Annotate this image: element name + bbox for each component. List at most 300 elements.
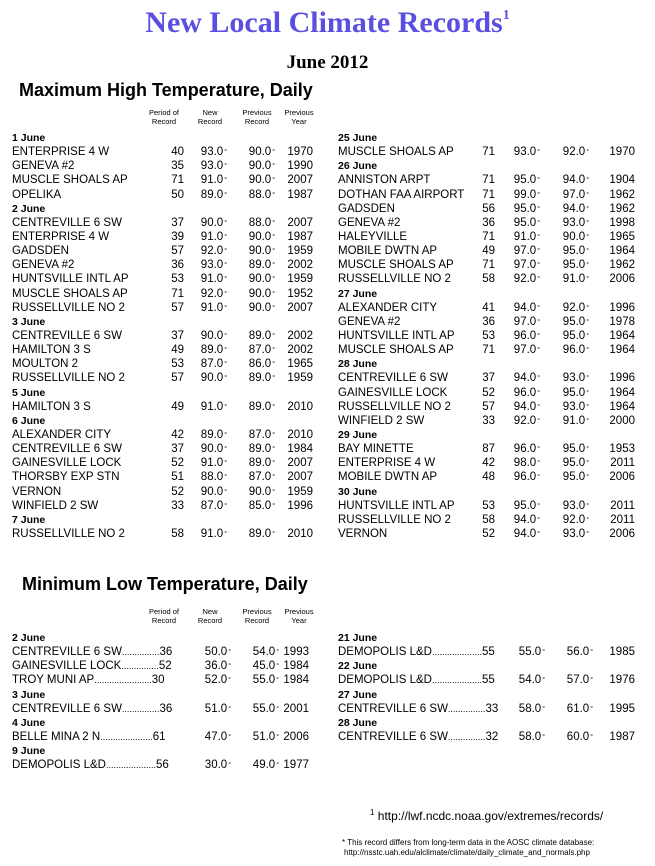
period-of-record — [482, 456, 495, 470]
previous-record — [249, 456, 275, 471]
cell-value: 90.0 — [248, 245, 272, 258]
table-row — [12, 301, 312, 315]
period-of-record — [482, 301, 495, 315]
degree-icon: ° — [272, 290, 275, 298]
cell-value: 49.0 — [252, 759, 276, 772]
degree-icon: ° — [272, 375, 275, 383]
degree-icon: ° — [272, 191, 275, 199]
period-of-record: 52 — [158, 660, 172, 673]
station-name — [338, 645, 495, 659]
column-header — [185, 108, 235, 126]
previous-record — [563, 329, 589, 344]
period-of-record — [171, 499, 184, 513]
leader-dots: ............... — [121, 703, 160, 714]
cell-value: 92.0 — [513, 414, 537, 427]
cell-value: 89.0 — [248, 400, 272, 413]
station-name: THORSBY EXP STN — [12, 471, 120, 484]
station-name: GAINESVILLE LOCK — [12, 457, 122, 470]
previous-year — [287, 272, 313, 286]
cell-value: 2006 — [609, 273, 635, 286]
previous-record — [249, 442, 275, 457]
station-name: HALEYVILLE — [338, 230, 408, 243]
cell-value: 90.0 — [248, 146, 272, 159]
cell-value: 89.0 — [200, 344, 224, 357]
cell-value: 35 — [171, 160, 184, 173]
previous-record — [563, 386, 589, 401]
cell-value: 95.0 — [513, 216, 537, 229]
table-row — [12, 758, 312, 772]
cell-value: 33 — [482, 414, 495, 427]
station-name: WINFIELD 2 SW — [12, 499, 99, 512]
new-record — [514, 329, 540, 344]
new-record — [201, 357, 227, 372]
previous-record — [249, 159, 275, 174]
cell-value: 1990 — [287, 160, 313, 173]
new-record — [514, 301, 540, 316]
date-heading: 26 June — [338, 160, 378, 173]
previous-year — [609, 470, 635, 484]
cell-value: 90.0 — [200, 329, 224, 342]
station-name: RUSSELLVILLE NO 2 — [338, 400, 451, 413]
degree-icon: ° — [224, 375, 227, 383]
date-heading: 29 June — [338, 428, 378, 441]
degree-icon: ° — [276, 663, 279, 671]
new-record — [514, 456, 540, 471]
cell-value: 92.0 — [562, 513, 586, 526]
previous-record — [249, 216, 275, 231]
degree-icon: ° — [542, 649, 545, 657]
period-of-record — [482, 329, 495, 343]
period-of-record — [171, 301, 184, 315]
new-record — [201, 272, 227, 287]
previous-year — [283, 730, 309, 744]
cell-value: 2007 — [287, 301, 313, 314]
station-name — [338, 702, 498, 716]
period-of-record — [482, 513, 495, 527]
cell-value: 1996 — [287, 499, 313, 512]
new-record — [201, 230, 227, 245]
degree-icon: ° — [272, 233, 275, 241]
cell-value: 90.0 — [248, 485, 272, 498]
station-name: CENTREVILLE 6 SW — [12, 329, 122, 342]
leader-dots: .................... — [431, 647, 482, 658]
degree-icon: ° — [590, 677, 593, 685]
degree-icon: ° — [586, 304, 589, 312]
cell-value: 51 — [171, 471, 184, 484]
previous-year — [609, 258, 635, 272]
degree-icon: ° — [537, 233, 540, 241]
new-record — [201, 216, 227, 231]
period-of-record — [171, 442, 184, 456]
station-name: ALEXANDER CITY — [12, 428, 112, 441]
previous-year — [287, 244, 313, 258]
degree-icon: ° — [586, 530, 589, 538]
previous-year — [287, 230, 313, 244]
station-name: GADSDEN — [12, 245, 69, 258]
cell-value: 55.0 — [518, 646, 542, 659]
cell-value: 94.0 — [513, 513, 537, 526]
previous-record — [253, 702, 279, 717]
previous-record — [249, 287, 275, 302]
new-record — [201, 329, 227, 344]
station-name: MOBILE DWTN AP — [338, 471, 438, 484]
station-name — [12, 702, 172, 716]
cell-value: 1964 — [609, 344, 635, 357]
cell-value: 92.0 — [562, 146, 586, 159]
new-record — [514, 202, 540, 217]
column-header-line: Previous — [284, 108, 314, 117]
previous-record — [249, 343, 275, 358]
table-row — [338, 513, 638, 527]
previous-year — [287, 485, 313, 499]
degree-icon: ° — [586, 375, 589, 383]
cell-value: 1984 — [287, 443, 313, 456]
cell-value: 48 — [482, 471, 495, 484]
cell-value: 71 — [482, 344, 495, 357]
table-row — [12, 730, 312, 744]
table-row — [12, 230, 312, 244]
degree-icon: ° — [586, 403, 589, 411]
previous-record — [249, 357, 275, 372]
station-label: GAINESVILLE LOCK — [12, 660, 122, 673]
column-header — [274, 108, 324, 126]
cell-value: 52 — [171, 485, 184, 498]
degree-icon: ° — [224, 191, 227, 199]
cell-value: 97.0 — [562, 188, 586, 201]
cell-value: 36 — [482, 315, 495, 328]
previous-year — [283, 659, 309, 673]
previous-year — [609, 301, 635, 315]
cell-value: 45.0 — [252, 660, 276, 673]
cell-value: 1977 — [283, 759, 309, 772]
new-record — [201, 527, 227, 542]
cell-value: 58 — [171, 527, 184, 540]
degree-icon: ° — [586, 149, 589, 157]
previous-year — [283, 673, 309, 687]
cell-value: 87.0 — [248, 344, 272, 357]
cell-value: 71 — [482, 174, 495, 187]
previous-record — [563, 470, 589, 485]
degree-icon: ° — [272, 530, 275, 538]
cell-value: 87 — [482, 443, 495, 456]
cell-value: 1995 — [609, 702, 635, 715]
cell-value: 95.0 — [562, 386, 586, 399]
table-row — [338, 456, 638, 470]
period-of-record — [171, 159, 184, 173]
cell-value: 95.0 — [562, 259, 586, 272]
cell-value: 71 — [482, 259, 495, 272]
cell-value: 89.0 — [248, 443, 272, 456]
previous-year — [287, 371, 313, 385]
period-of-record — [171, 428, 184, 442]
cell-value: 52.0 — [204, 674, 228, 687]
previous-record — [249, 329, 275, 344]
new-record — [514, 230, 540, 245]
table-row — [338, 145, 638, 159]
previous-year — [287, 357, 313, 371]
degree-icon: ° — [537, 530, 540, 538]
period-of-record — [482, 145, 495, 159]
degree-icon: ° — [228, 762, 231, 770]
previous-record — [563, 202, 589, 217]
previous-year — [287, 527, 313, 541]
previous-year — [287, 343, 313, 357]
degree-icon: ° — [224, 431, 227, 439]
cell-value: 90.0 — [248, 287, 272, 300]
cell-value: 54.0 — [252, 646, 276, 659]
cell-value: 2001 — [283, 702, 309, 715]
cell-value: 99.0 — [513, 188, 537, 201]
cell-value: 90.0 — [248, 301, 272, 314]
degree-icon: ° — [586, 446, 589, 454]
previous-year — [609, 343, 635, 357]
table-row — [12, 287, 312, 301]
station-name: GENEVA #2 — [12, 160, 75, 173]
degree-icon: ° — [224, 530, 227, 538]
footnote-url: http://lwf.ncdc.noaa.gov/extremes/records/ — [377, 809, 604, 823]
previous-year — [287, 287, 313, 301]
new-record — [514, 343, 540, 358]
degree-icon: ° — [224, 488, 227, 496]
table-row — [12, 659, 312, 673]
period-of-record — [171, 173, 184, 187]
cell-value: 1959 — [287, 245, 313, 258]
cell-value: 94.0 — [513, 527, 537, 540]
new-record — [514, 173, 540, 188]
period-of-record: 55 — [481, 646, 495, 659]
previous-year — [287, 258, 313, 272]
new-record — [201, 499, 227, 514]
station-name: ANNISTON ARPT — [338, 174, 431, 187]
cell-value: 2007 — [287, 216, 313, 229]
cell-value: 1964 — [609, 245, 635, 258]
degree-icon: ° — [272, 502, 275, 510]
table-row — [338, 371, 638, 385]
table-row — [338, 730, 638, 744]
station-name: VERNON — [12, 485, 62, 498]
previous-year — [283, 645, 309, 659]
station-label: BELLE MINA 2 N — [12, 730, 101, 743]
cell-value: 96.0 — [513, 471, 537, 484]
period-of-record: 32 — [485, 730, 499, 743]
cell-value: 93.0 — [513, 146, 537, 159]
previous-record — [249, 145, 275, 160]
max-left-table — [12, 131, 312, 541]
cell-value: 93.0 — [562, 527, 586, 540]
cell-value: 57 — [171, 372, 184, 385]
table-row — [12, 357, 312, 371]
new-record — [201, 485, 227, 500]
degree-icon: ° — [537, 332, 540, 340]
cell-value: 95.0 — [513, 174, 537, 187]
cell-value: 91.0 — [200, 301, 224, 314]
degree-icon: ° — [224, 361, 227, 369]
cell-value: 95.0 — [562, 315, 586, 328]
page-subtitle: June 2012 — [286, 52, 369, 73]
degree-icon: ° — [224, 304, 227, 312]
period-of-record — [171, 527, 184, 541]
station-label: CENTREVILLE 6 SW — [338, 730, 448, 743]
previous-record — [563, 371, 589, 386]
previous-record — [249, 470, 275, 485]
station-name — [12, 758, 169, 772]
new-record — [514, 513, 540, 528]
cell-value: 94.0 — [513, 301, 537, 314]
previous-record — [563, 173, 589, 188]
new-record — [205, 758, 231, 773]
cell-value: 1987 — [287, 230, 313, 243]
cell-value: 2006 — [609, 527, 635, 540]
table-row — [338, 173, 638, 187]
cell-value: 95.0 — [562, 471, 586, 484]
new-record — [514, 145, 540, 160]
cell-value: 90.0 — [200, 216, 224, 229]
previous-year — [609, 145, 635, 159]
column-header — [139, 607, 189, 625]
new-record — [201, 159, 227, 174]
degree-icon: ° — [537, 460, 540, 468]
previous-year — [609, 371, 635, 385]
new-record — [514, 414, 540, 429]
cell-value: 89.0 — [248, 259, 272, 272]
degree-icon: ° — [537, 389, 540, 397]
degree-icon: ° — [537, 516, 540, 524]
cell-value: 1964 — [609, 329, 635, 342]
station-name — [338, 673, 495, 687]
table-row — [338, 244, 638, 258]
degree-icon: ° — [272, 488, 275, 496]
degree-icon: ° — [586, 417, 589, 425]
column-header — [274, 607, 324, 625]
previous-year — [283, 702, 309, 716]
column-header-line: Previous — [284, 607, 314, 616]
period-of-record — [482, 315, 495, 329]
date-heading: 28 June — [338, 716, 378, 729]
cell-value: 2002 — [287, 329, 313, 342]
cell-value: 93.0 — [200, 259, 224, 272]
previous-year — [610, 513, 635, 527]
cell-value: 90.0 — [248, 230, 272, 243]
cell-value: 2011 — [610, 499, 635, 512]
station-name: ENTERPRISE 4 W — [12, 146, 110, 159]
new-record — [514, 527, 540, 542]
new-record — [201, 456, 227, 471]
new-record — [514, 315, 540, 330]
previous-year — [609, 702, 635, 716]
period-of-record: 61 — [152, 730, 166, 743]
station-name: RUSSELLVILLE NO 2 — [12, 301, 125, 314]
cell-value: 54.0 — [518, 674, 542, 687]
date-heading: 3 June — [12, 688, 46, 701]
cell-value: 97.0 — [513, 259, 537, 272]
degree-icon: ° — [272, 403, 275, 411]
cell-value: 37 — [171, 329, 184, 342]
previous-record — [249, 272, 275, 287]
station-name: MUSCLE SHOALS AP — [338, 146, 454, 159]
cell-value: 93.0 — [562, 400, 586, 413]
cell-value: 2006 — [283, 730, 309, 743]
station-name: OPELIKA — [12, 188, 62, 201]
cell-value: 88.0 — [200, 471, 224, 484]
table-row — [12, 485, 312, 499]
period-of-record — [482, 442, 495, 456]
cell-value: 97.0 — [513, 315, 537, 328]
station-name: RUSSELLVILLE NO 2 — [12, 527, 125, 540]
cell-value: 93.0 — [562, 216, 586, 229]
new-record — [201, 470, 227, 485]
previous-record — [563, 527, 589, 542]
degree-icon: ° — [224, 446, 227, 454]
period-of-record — [171, 287, 184, 301]
cell-value: 2007 — [287, 174, 313, 187]
table-row — [12, 442, 312, 456]
station-name: MUSCLE SHOALS AP — [338, 344, 454, 357]
cell-value: 57 — [171, 245, 184, 258]
cell-value: 91.0 — [200, 273, 224, 286]
cell-value: 92.0 — [513, 273, 537, 286]
previous-record — [249, 527, 275, 542]
previous-year — [609, 202, 635, 216]
station-name — [12, 673, 165, 687]
degree-icon: ° — [228, 733, 231, 741]
period-of-record — [171, 371, 184, 385]
cell-value: 1953 — [609, 443, 635, 456]
table-row — [12, 456, 312, 470]
previous-record — [249, 485, 275, 500]
station-name: GADSDEN — [338, 202, 395, 215]
leader-dots: ............... — [121, 661, 159, 672]
degree-icon: ° — [224, 248, 227, 256]
cell-value: 1978 — [609, 315, 635, 328]
period-of-record — [482, 173, 495, 187]
cell-value: 91.0 — [562, 414, 586, 427]
station-name: HUNTSVILLE INTL AP — [338, 499, 455, 512]
date-heading: 6 June — [12, 414, 46, 427]
new-record — [205, 659, 231, 674]
cell-value: 1962 — [609, 188, 635, 201]
date-heading: 2 June — [12, 632, 46, 644]
table-row — [338, 499, 638, 513]
previous-record — [563, 188, 589, 203]
table-row — [12, 188, 312, 202]
table-row — [338, 202, 638, 216]
station-name: MUSCLE SHOALS AP — [12, 174, 128, 187]
date-heading: 27 June — [338, 287, 378, 300]
new-record — [201, 442, 227, 457]
column-header-line: New — [202, 607, 218, 616]
previous-year — [609, 230, 635, 244]
cell-value: 2010 — [287, 527, 313, 540]
previous-record — [563, 343, 589, 358]
cell-value: 95.0 — [562, 457, 586, 470]
degree-icon: ° — [537, 417, 540, 425]
station-name: HUNTSVILLE INTL AP — [338, 329, 455, 342]
new-record — [514, 386, 540, 401]
degree-icon: ° — [537, 248, 540, 256]
table-row — [12, 673, 312, 687]
cell-value: 49 — [171, 400, 184, 413]
degree-icon: ° — [537, 318, 540, 326]
station-label: DEMOPOLIS L&D — [338, 646, 432, 659]
previous-year — [609, 442, 635, 456]
table-row — [338, 702, 638, 716]
min-section-title: Minimum Low Temperature, Daily — [22, 574, 308, 594]
degree-icon: ° — [224, 149, 227, 157]
degree-icon: ° — [586, 233, 589, 241]
degree-icon: ° — [586, 347, 589, 355]
degree-icon: ° — [276, 733, 279, 741]
degree-icon: ° — [224, 276, 227, 284]
